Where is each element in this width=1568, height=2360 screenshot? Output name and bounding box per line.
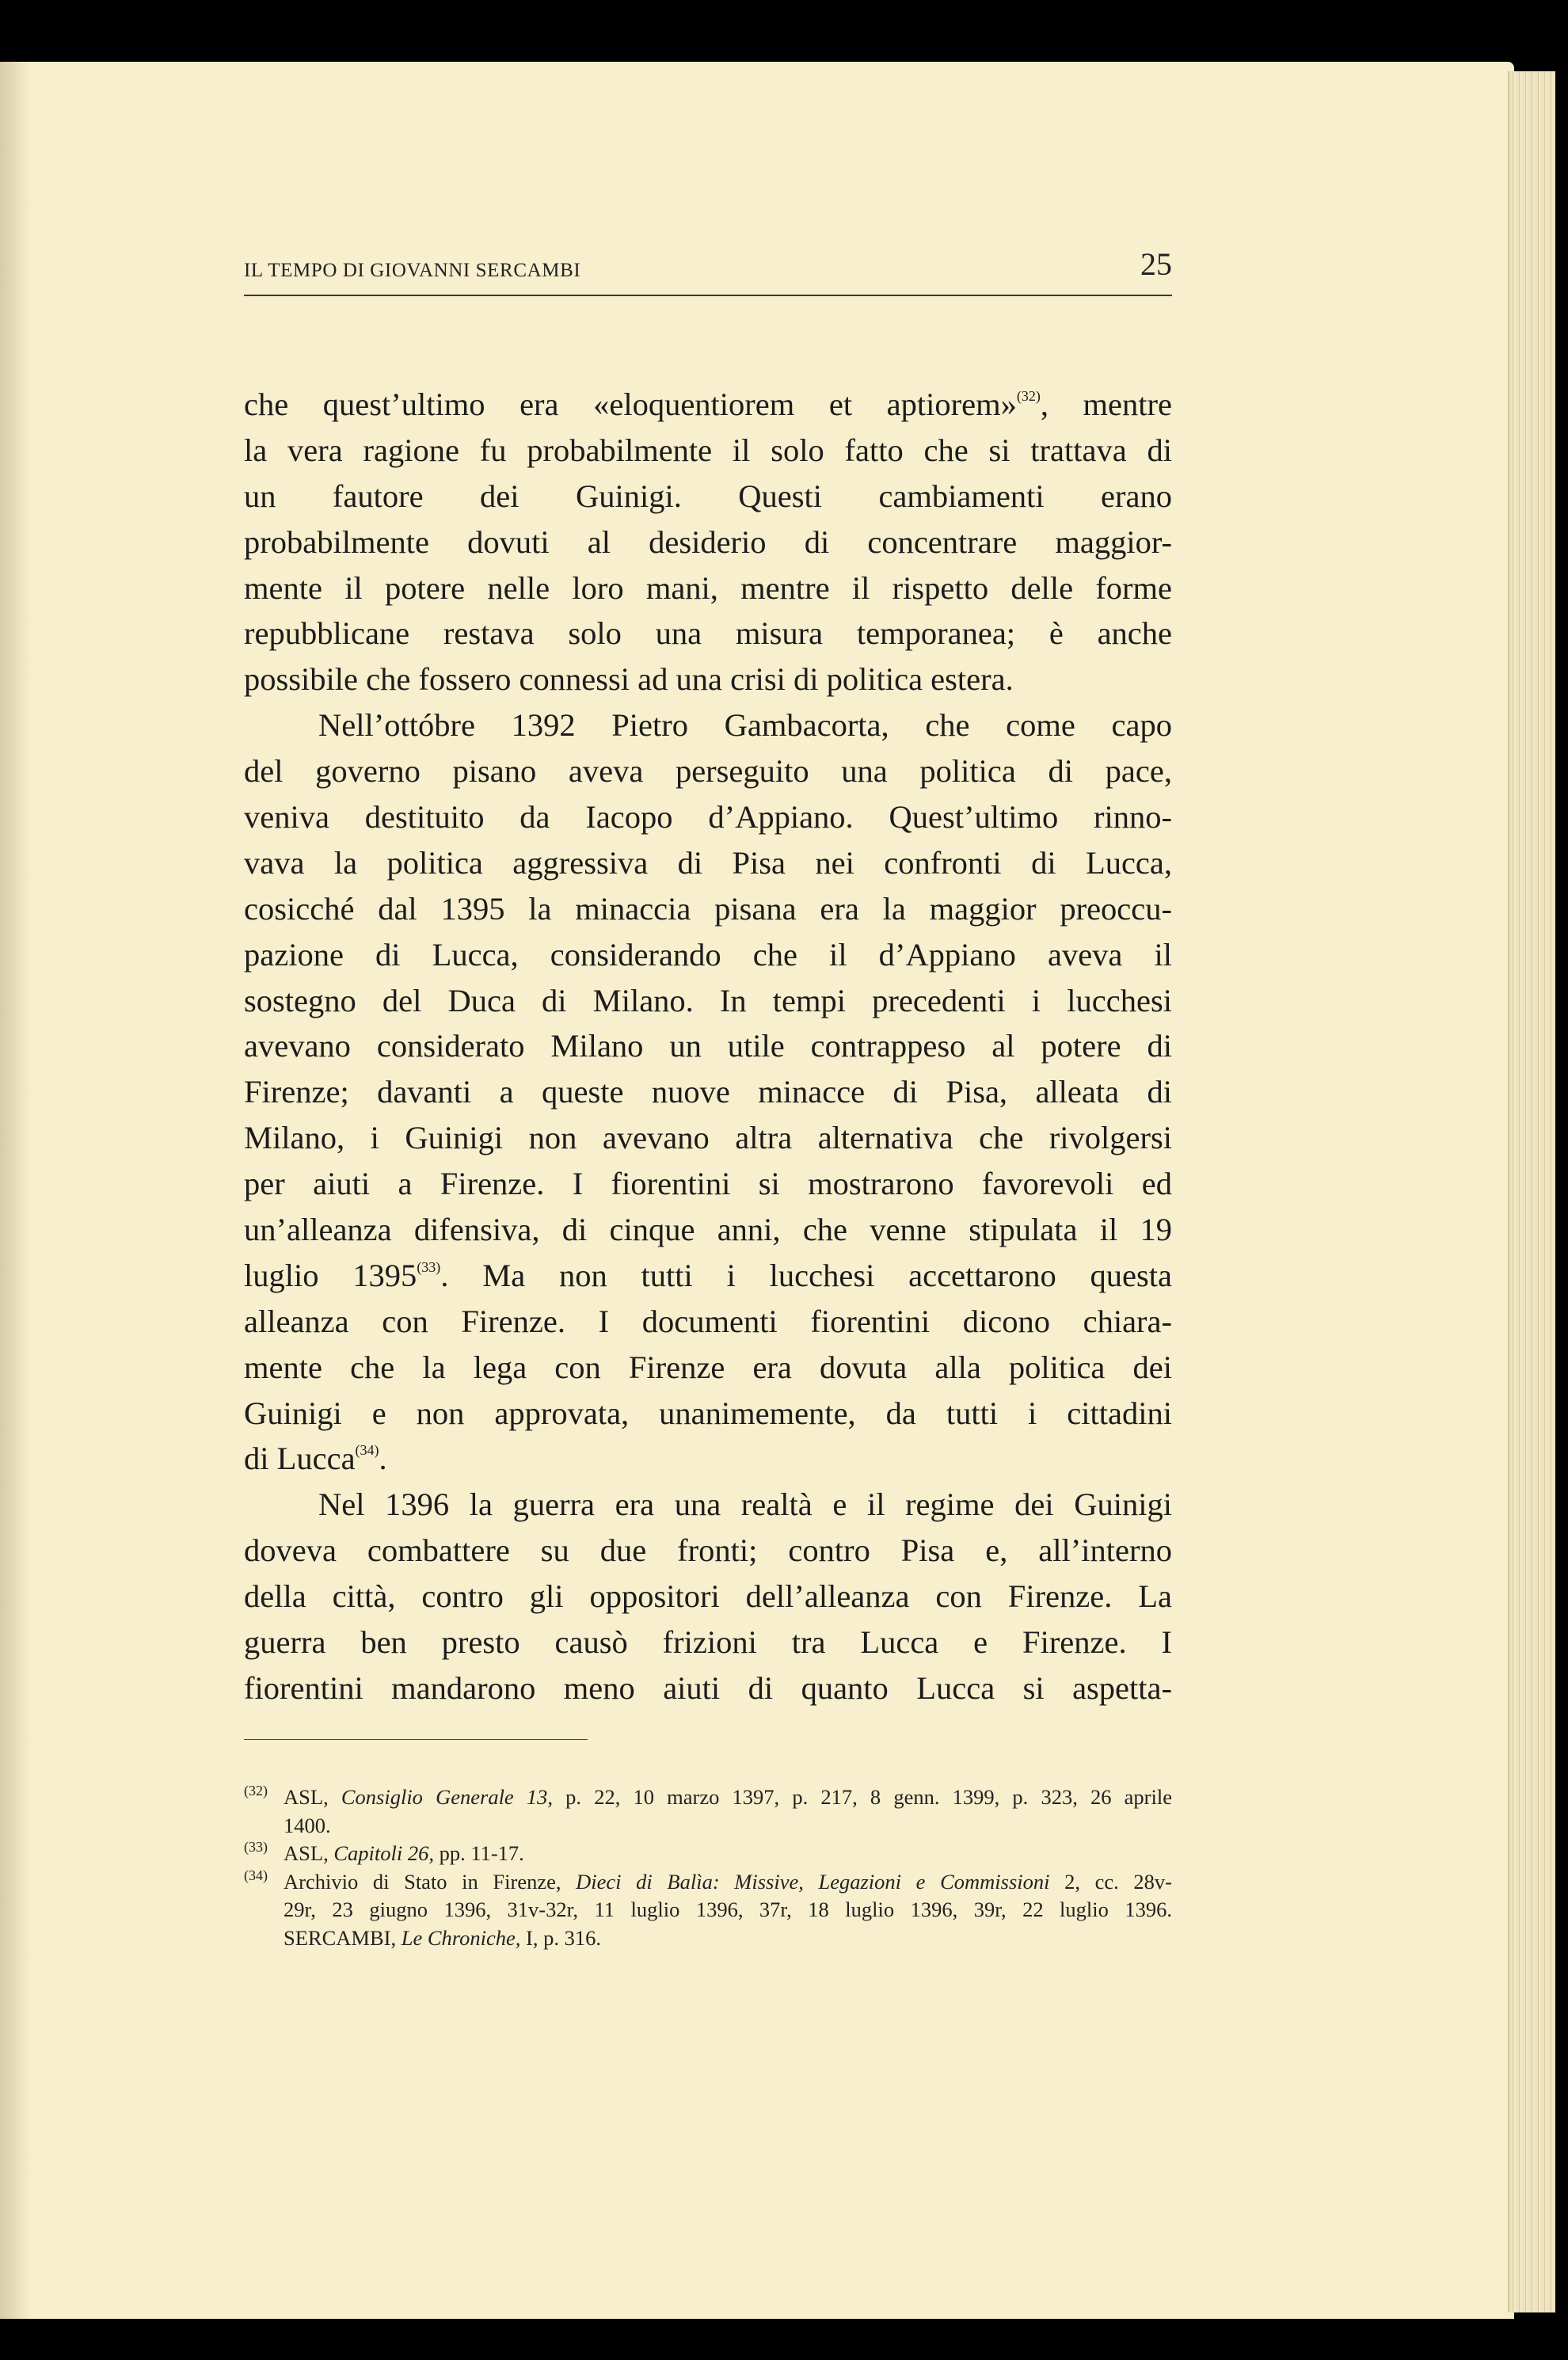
- text-line: della città, contro gli oppositori dell’alleanza con Firenze. La: [244, 1578, 1172, 1615]
- text-line: vava la politica aggressiva di Pisa nei confronti di Lucca,: [244, 844, 1172, 881]
- text-line: fiorentini mandarono meno aiuti di quanto Lucca si aspetta-: [244, 1669, 1172, 1706]
- footnote: [244, 1783, 1172, 1840]
- text-line: doveva combattere su due fronti; contro Pisa e, all’interno: [244, 1532, 1172, 1569]
- gutter-shadow: [0, 62, 32, 2319]
- footnote: [244, 1840, 1172, 1868]
- text-line: Nell’ottóbre 1392 Pietro Gambacorta, che come capo: [318, 707, 1172, 744]
- text-line: Firenze; davanti a queste nuove minacce di Pisa, alleata di: [244, 1074, 1172, 1110]
- text-line: un’alleanza difensiva, di cinque anni, che venne stipulata il 19: [244, 1212, 1172, 1248]
- running-title: IL TEMPO DI GIOVANNI SERCAMBI: [244, 260, 581, 281]
- text-line: un fautore dei Guinigi. Questi cambiamenti erano: [244, 478, 1172, 514]
- footnote-number: (34): [244, 1867, 268, 1883]
- text-line: probabilmente dovuti al desiderio di concentrare maggior-: [244, 523, 1172, 560]
- text-line: la vera ragione fu probabilmente il solo fatto che si trattava di: [244, 432, 1172, 468]
- text-line: guerra ben presto causò frizioni tra Lucca e Firenze. I: [244, 1624, 1172, 1661]
- footnote-line: SERCAMBI, Le Chroniche, I, p. 316.: [284, 1925, 601, 1950]
- text-line: sostegno del Duca di Milano. In tempi precedenti i lucchesi: [244, 982, 1172, 1018]
- text-line: cosicché dal 1395 la minaccia pisana era la maggior preoccu-: [244, 890, 1172, 927]
- text-line: alleanza con Firenze. I documenti fiorentini dicono chiara-: [244, 1303, 1172, 1339]
- page-number: 25: [1140, 246, 1172, 282]
- text-line: mente il potere nelle loro mani, mentre il rispetto delle forme: [244, 569, 1172, 606]
- footnote-rule: [244, 1739, 588, 1740]
- text-line: del governo pisano aveva perseguito una politica di pace,: [244, 753, 1172, 790]
- text-line: repubblicane restava solo una misura temporanea; è anche: [244, 615, 1172, 652]
- footnote-ref: (33): [417, 1258, 441, 1275]
- text-line: mente che la lega con Firenze era dovuta alla politica dei: [244, 1349, 1172, 1385]
- text-line: di Lucca$^{(34)}$.: [244, 1441, 387, 1477]
- footnote-line: Archivio di Stato in Firenze, Dieci di Balìa: Missive, Legazioni e Commissioni 2, cc. 28v-: [284, 1869, 1172, 1894]
- footnote-ref: (32): [1016, 388, 1041, 404]
- footnote-line: ASL, Capitoli 26, pp. 11-17.: [284, 1841, 524, 1865]
- footnote-line: 1400.: [284, 1813, 331, 1837]
- main-text: [244, 382, 1172, 1711]
- footnote-number: (32): [244, 1783, 268, 1799]
- footnotes: [244, 1783, 1172, 1952]
- footnote-ref: (34): [355, 1442, 379, 1459]
- text-line: veniva destituito da Iacopo d’Appiano. Quest’ultimo rinno-: [244, 799, 1172, 836]
- text-line: avevano considerato Milano un utile contrappeso al potere di: [244, 1028, 1172, 1064]
- text-line: che quest’ultimo era «eloquentiorem et aptiorem»$^{(32)}$, mentre: [244, 386, 1172, 422]
- footnote-line: ASL, Consiglio Generale 13, p. 22, 10 marzo 1397, p. 217, 8 genn. 1399, p. 323, 26 aprile: [284, 1785, 1172, 1809]
- footnote: [244, 1868, 1172, 1953]
- footnote-line: 29r, 23 giugno 1396, 31v-32r, 11 luglio 1396, 37r, 18 luglio 1396, 39r, 22 luglio 1396.: [284, 1898, 1172, 1921]
- text-line: possibile che fossero connessi ad una crisi di politica estera.: [244, 661, 1014, 698]
- text-line: Guinigi e non approvata, unanimemente, da tutti i cittadini: [244, 1395, 1172, 1431]
- text-line: luglio 1395$^{(33)}$. Ma non tutti i lucchesi accettarono questa: [244, 1257, 1173, 1293]
- page-edges: [1508, 71, 1555, 2312]
- text-line: Nel 1396 la guerra era una realtà e il regime dei Guinigi: [318, 1486, 1172, 1523]
- text-line: Milano, i Guinigi non avevano altra alternativa che rivolgersi: [244, 1120, 1172, 1156]
- footnote-number: (33): [244, 1839, 268, 1855]
- text-line: per aiuti a Firenze. I fiorentini si mostrarono favorevoli ed: [244, 1166, 1172, 1202]
- text-line: pazione di Lucca, considerando che il d’Appiano aveva il: [244, 936, 1172, 973]
- page-header: [244, 239, 1172, 296]
